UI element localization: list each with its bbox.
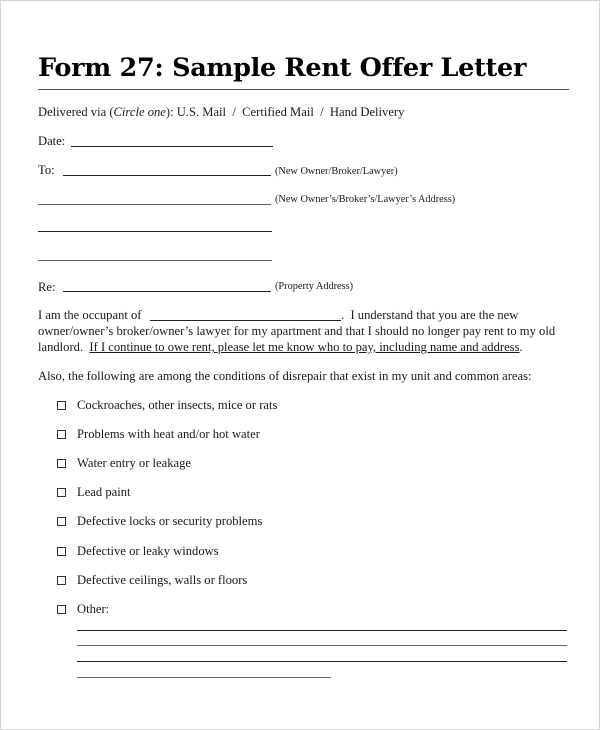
property-address-field[interactable] [63,291,271,292]
condition-label: Lead paint [77,485,131,499]
condition-label: Defective locks or security problems [77,514,263,528]
checkbox-defective-ceilings[interactable] [57,576,66,585]
checkbox-defective-locks[interactable] [57,517,66,526]
body-line-3-start: landlord. [38,340,90,354]
re-label: Re: [38,280,56,294]
condition-label: Cockroaches, other insects, mice or rats [77,398,278,412]
body-line-3-end: . [519,340,523,354]
conditions-intro: Also, the following are among the conditions of disrepair that exist in my unit and common areas: [38,369,532,383]
date-field[interactable] [71,146,273,147]
checkbox-lead-paint[interactable] [57,488,66,497]
condition-label-other: Other: [77,602,110,616]
other-details-line-4[interactable] [77,677,331,678]
condition-label: Problems with heat and/or hot water [77,427,260,441]
checkbox-leaky-windows[interactable] [57,547,66,556]
body-line-2: owner/owner’s broker/owner’s lawyer for my apartment and that I should no longer pay rent to my old [38,324,556,338]
checkbox-other[interactable] [57,605,66,614]
to-recipient-hint: (New Owner/Broker/Lawyer) [275,166,398,177]
body-line-1-end: . I understand that you are the new [341,308,519,322]
body-line-3 [38,339,523,355]
circle-one-note: Circle one [113,105,166,119]
other-details-line-1[interactable] [77,630,567,631]
property-address-hint: (Property Address) [275,281,354,292]
page-title: Form 27: Sample Rent Offer Letter [38,53,527,83]
recipient-address-line-3[interactable] [38,260,272,261]
date-label: Date: [38,134,66,148]
rent-request-underlined: If I continue to owe rent, please let me know who to pay, including name and address [89,340,520,354]
to-label: To: [38,163,55,177]
other-details-line-2[interactable] [77,645,567,646]
recipient-address-line-1[interactable] [38,204,271,205]
to-recipient-field[interactable] [63,175,271,176]
recipient-address-hint: (New Owner’s/Broker’s/Lawyer’s Address) [275,194,456,205]
title-divider [38,89,569,90]
condition-label: Defective or leaky windows [77,544,219,558]
occupant-text: I am the occupant of [38,308,142,322]
condition-label: Defective ceilings, walls or floors [77,573,248,587]
checkbox-water-entry[interactable] [57,459,66,468]
checkbox-heat-hot-water[interactable] [57,430,66,439]
condition-label: Water entry or leakage [77,456,192,470]
other-details-line-3[interactable] [77,661,567,662]
delivery-options[interactable]: ): U.S. Mail / Certified Mail / Hand Delivery [165,105,405,119]
delivered-via-line [38,104,404,120]
checkbox-cockroaches[interactable] [57,401,66,410]
occupant-property-field[interactable] [150,320,341,321]
recipient-address-line-2[interactable] [38,231,272,232]
delivered-via-prefix: Delivered via ( [38,105,114,119]
